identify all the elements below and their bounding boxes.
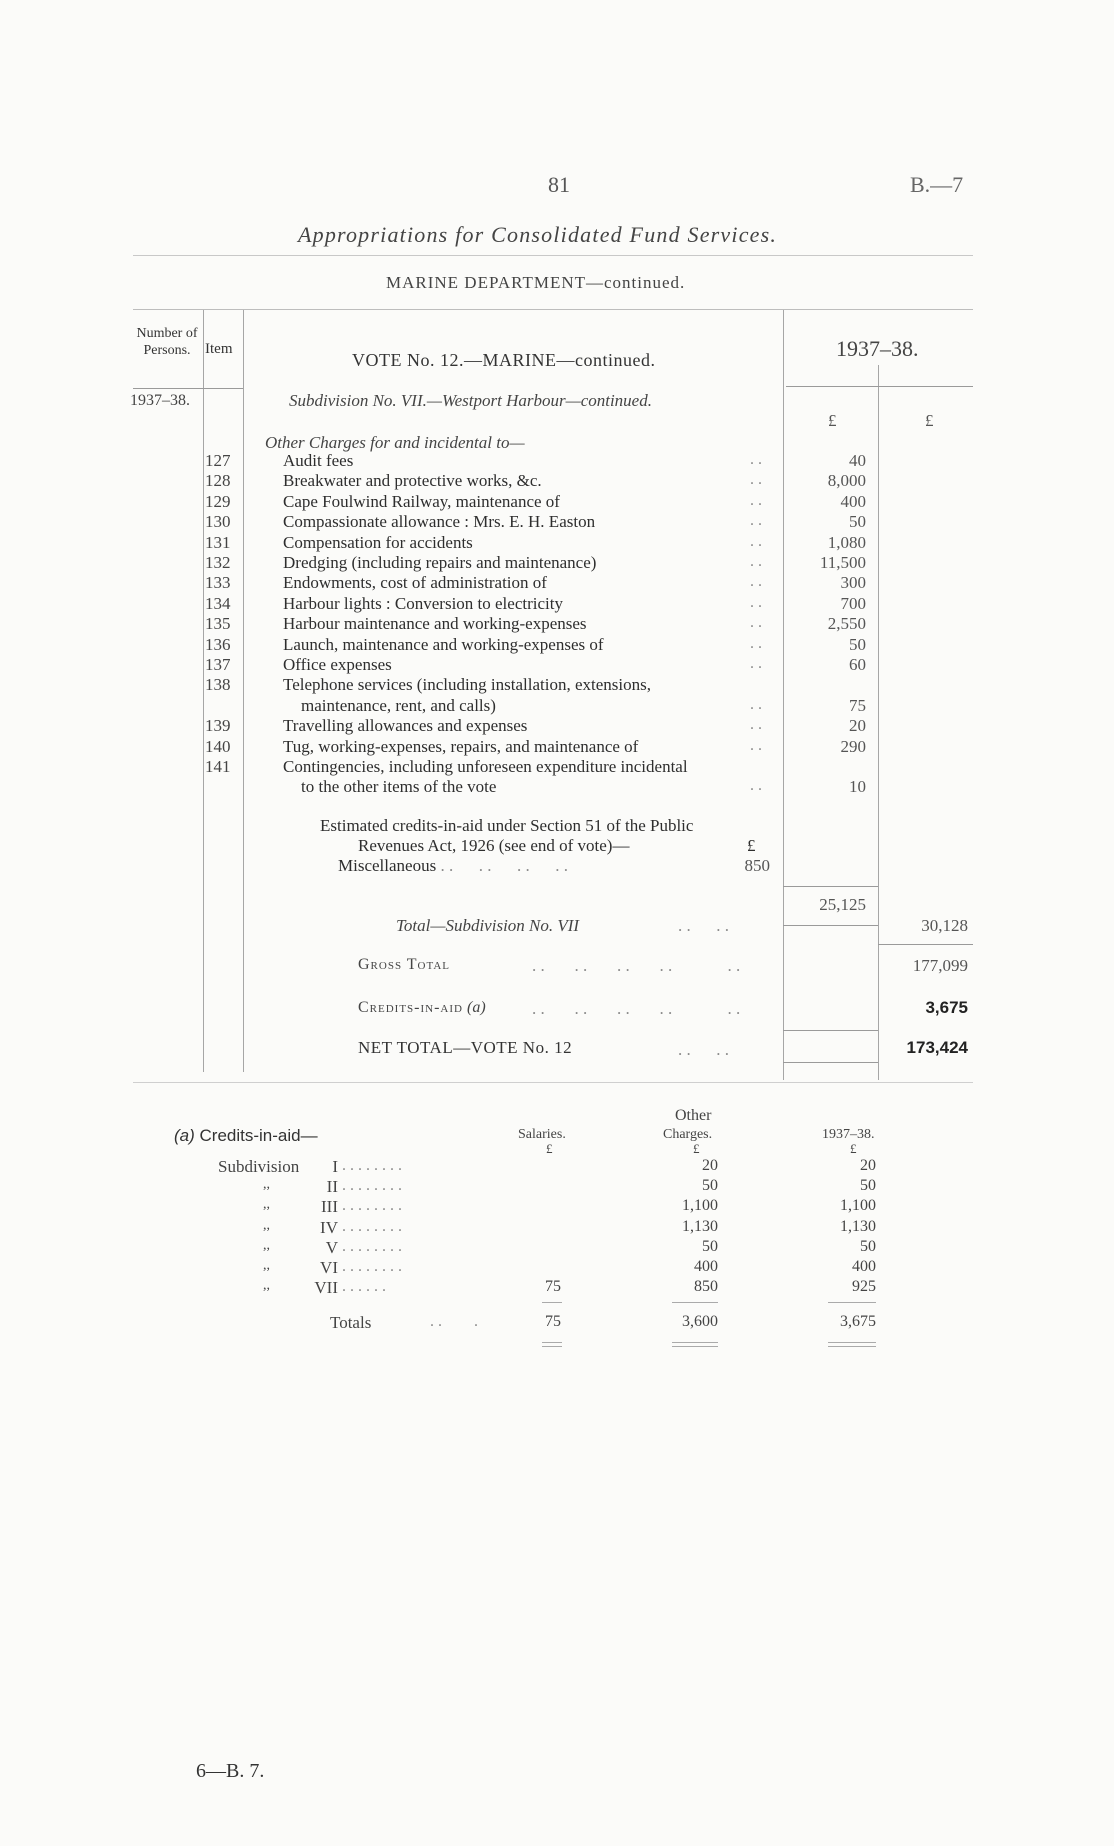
- footnote-totals-other: 3,600: [682, 1313, 718, 1330]
- footnote-row-label: ,,: [263, 1197, 270, 1213]
- item-amount: 11,500: [819, 553, 866, 572]
- credits-in-aid-amount: 3,675: [925, 998, 968, 1017]
- footnote-row-leader: . . . . . . . .: [342, 1217, 402, 1235]
- footnote-row-roman: I: [332, 1157, 338, 1176]
- item-number: 135: [205, 614, 231, 634]
- item-description: Contingencies, including unforeseen expenditure incidental: [283, 757, 688, 776]
- item-description: Launch, maintenance and working-expenses of: [283, 634, 604, 654]
- credits-in-aid-leader: . . . . . . . . . .: [532, 999, 741, 1018]
- other-charges-heading: Other Charges for and incidental to—: [265, 433, 525, 452]
- footnote-col-salaries: Salaries.: [518, 1127, 566, 1142]
- subdivision-heading: Subdivision No. VII.—Westport Harbour—continued.: [289, 391, 652, 410]
- footnote-row-total: 1,100: [840, 1197, 876, 1215]
- item-description-continued: to the other items of the vote: [301, 777, 497, 797]
- item-amount: 8,000: [827, 471, 866, 491]
- footnote-col-other-line1: Other: [675, 1107, 712, 1124]
- footnote-row-total: 925: [852, 1278, 876, 1296]
- item-description: Compassionate allowance : Mrs. E. H. Easton: [283, 512, 596, 532]
- footnote-row-label: ,,: [263, 1258, 270, 1273]
- item-number: 133: [205, 573, 231, 593]
- dot-leader: . .: [750, 553, 762, 570]
- net-total-rule-top: [783, 1030, 878, 1031]
- vote-heading: VOTE No. 12.—MARINE—continued.: [352, 350, 656, 370]
- item-description: Cape Foulwind Railway, maintenance of: [283, 491, 560, 511]
- item-number: 127: [205, 451, 231, 470]
- credits-in-aid-label: Credits-in-aid (a): [358, 999, 486, 1016]
- year-heading: 1937–38.: [836, 336, 919, 361]
- footnote-row-other: 850: [694, 1278, 718, 1296]
- dot-leader: . .: [750, 634, 762, 652]
- item-amount: 60: [849, 655, 866, 674]
- item-amount: 40: [849, 451, 866, 470]
- item-description: Harbour maintenance and working-expenses: [283, 614, 587, 634]
- item-amount: 75: [849, 695, 866, 715]
- dot-leader: . .: [750, 736, 762, 754]
- item-column-header: Item: [205, 341, 233, 357]
- item-number: 129: [205, 491, 231, 511]
- item-amount: 2,550: [827, 614, 866, 634]
- dot-leader: . .: [750, 573, 762, 591]
- footnote-row-total: 50: [860, 1177, 876, 1195]
- item-amount: 50: [849, 634, 866, 654]
- footnote-double-rule-other: [672, 1342, 718, 1347]
- footnote-row-leader: . . . . . . . .: [342, 1157, 402, 1174]
- credits-note-line2: Revenues Act, 1926 (see end of vote)—: [358, 836, 630, 855]
- pound-sign-total-column: £: [925, 411, 934, 430]
- column-divider-persons: [203, 310, 204, 1072]
- dot-leader: . .: [750, 593, 762, 611]
- footnote-double-rule-year: [828, 1342, 876, 1347]
- column-divider-item: [243, 310, 244, 1072]
- item-description: Office expenses: [283, 655, 392, 674]
- item-description: Endowments, cost of administration of: [283, 573, 547, 593]
- item-number: 139: [205, 716, 231, 736]
- gross-total-leader: . . . . . . . . . .: [532, 956, 741, 975]
- footnote-rule-other: [672, 1302, 718, 1303]
- year-header-rule: [786, 386, 973, 387]
- net-total-amount: 173,424: [906, 1038, 968, 1057]
- footnote-row-label: ,,: [263, 1177, 270, 1193]
- footnote-row-roman: IV: [320, 1217, 338, 1237]
- persons-header-rule: [133, 388, 243, 389]
- item-description-continued: maintenance, rent, and calls): [301, 695, 496, 715]
- footnote-row-label: ,,: [263, 1217, 270, 1233]
- item-amount: 400: [840, 491, 866, 511]
- footnote-row-roman: VII: [314, 1278, 338, 1298]
- dot-leader: . .: [750, 716, 762, 734]
- item-description: Breakwater and protective works, &c.: [283, 471, 542, 491]
- dot-leader: . .: [750, 695, 762, 713]
- item-amount: 700: [840, 593, 866, 613]
- item-description: Harbour lights : Conversion to electricity: [283, 593, 563, 613]
- item-amount: 1,080: [827, 532, 866, 552]
- item-number: 136: [205, 634, 231, 654]
- item-number: 131: [205, 532, 231, 552]
- item-amount: 20: [849, 716, 866, 736]
- item-number: 132: [205, 553, 231, 572]
- page-number: 81: [548, 172, 570, 197]
- footnote-row-salaries: 75: [545, 1278, 561, 1296]
- net-total-leader: . . . .: [678, 1040, 729, 1059]
- footnote-col-year: 1937–38.: [822, 1127, 875, 1142]
- footnote-pound-year: £: [850, 1141, 857, 1156]
- dot-leader: . .: [750, 471, 762, 489]
- net-total-rule-bottom: [783, 1062, 878, 1063]
- credits-note-line1: Estimated credits-in-aid under Section 51 of the Public: [320, 816, 694, 835]
- dot-leader: . .: [750, 512, 762, 530]
- net-total-label: NET TOTAL—VOTE No. 12: [358, 1038, 573, 1057]
- column-divider-total: [878, 365, 879, 1080]
- item-description: Travelling allowances and expenses: [283, 716, 528, 736]
- footnote-row-label: Subdivision: [218, 1157, 300, 1176]
- footnote-row-other: 1,100: [682, 1197, 718, 1215]
- footnote-row-total: 400: [852, 1258, 876, 1275]
- total-subdivision-label: Total—Subdivision No. VII: [396, 916, 580, 935]
- footnote-row-other: 50: [702, 1177, 718, 1195]
- footnote-row-leader: . . . . . . . .: [342, 1258, 402, 1275]
- credits-note-pound: £: [747, 836, 756, 855]
- total-subdivision-leader: . . . .: [678, 916, 729, 935]
- gross-total-label: Gross Total: [358, 956, 451, 973]
- item-number: 128: [205, 471, 231, 491]
- item-number: 137: [205, 655, 231, 674]
- footnote-rule-year: [828, 1302, 876, 1303]
- footnote-row-roman: V: [325, 1237, 338, 1257]
- column-divider-amount: [783, 310, 784, 1080]
- page-title: Appropriations for Consolidated Fund Services.: [298, 222, 778, 247]
- footnote-rule-salaries: [542, 1302, 562, 1303]
- dot-leader: . .: [750, 655, 762, 672]
- persons-column-header: Number of Persons.: [136, 326, 198, 358]
- subtotal-amount: 25,125: [819, 895, 866, 914]
- item-number: 140: [205, 736, 231, 756]
- document-reference: B.—7: [910, 172, 964, 197]
- item-number: 138: [205, 675, 231, 695]
- item-description: Compensation for accidents: [283, 532, 473, 552]
- item-amount: 290: [840, 736, 866, 756]
- subtotal-rule-bottom: [783, 925, 878, 926]
- footnote-row-leader: . . . . . . . .: [342, 1197, 402, 1215]
- footnote-pound-other: £: [693, 1141, 700, 1156]
- page-signature: 6—B. 7.: [196, 1760, 265, 1782]
- footnote-row-other: 400: [694, 1258, 718, 1275]
- footnote-row-other: 50: [702, 1237, 718, 1255]
- title-rule: [133, 255, 973, 256]
- dot-leader: . .: [750, 451, 762, 468]
- dot-leader: . .: [750, 491, 762, 509]
- credits-note-misc-amount: 850: [744, 856, 770, 875]
- footnote-heading: (a) Credits-in-aid—: [174, 1126, 318, 1145]
- dot-leader: . .: [750, 614, 762, 632]
- footnote-row-leader: . . . . . . . .: [342, 1177, 402, 1195]
- footnote-row-other: 1,130: [682, 1217, 718, 1235]
- gross-total-amount: 177,099: [912, 956, 968, 975]
- footnote-totals-label: Totals: [330, 1313, 372, 1332]
- dot-leader: . .: [750, 777, 762, 795]
- footnote-row-roman: II: [326, 1177, 338, 1197]
- persons-year: 1937–38.: [130, 392, 190, 409]
- footnote-row-roman: VI: [320, 1258, 338, 1277]
- item-number: 134: [205, 593, 231, 613]
- footnote-double-rule-salaries: [542, 1342, 562, 1347]
- footnote-row-total: 20: [860, 1157, 876, 1174]
- dot-leader: . .: [750, 532, 762, 550]
- footnote-totals-leader: . . .: [430, 1313, 478, 1330]
- total-subdivision-rule: [878, 944, 973, 945]
- table-top-rule: [133, 309, 973, 310]
- footnote-totals-salaries: 75: [545, 1313, 561, 1330]
- footnote-row-label: ,,: [263, 1278, 270, 1294]
- item-number: 130: [205, 512, 231, 532]
- total-subdivision-amount: 30,128: [921, 916, 968, 935]
- credits-note-misc-label: Miscellaneous . . . . . . . .: [338, 856, 568, 875]
- item-amount: 50: [849, 512, 866, 532]
- item-description: Tug, working-expenses, repairs, and maintenance of: [283, 736, 639, 756]
- footnote-pound-salaries: £: [546, 1141, 553, 1156]
- footnote-row-total: 1,130: [840, 1217, 876, 1235]
- subtotal-rule-top: [783, 886, 878, 887]
- footnote-row-roman: III: [321, 1197, 338, 1217]
- footnote-row-leader: . . . . . . . .: [342, 1237, 402, 1255]
- footnote-col-other-line2: Charges.: [663, 1127, 713, 1142]
- pound-sign-amount-column: £: [828, 411, 837, 430]
- item-description: Telephone services (including installation, extensions,: [283, 675, 651, 695]
- footnote-row-total: 50: [860, 1237, 876, 1255]
- item-description: Audit fees: [283, 451, 354, 470]
- table-bottom-rule: [133, 1082, 973, 1083]
- footnote-row-label: ,,: [263, 1237, 270, 1253]
- department-heading: MARINE DEPARTMENT—continued.: [386, 273, 686, 292]
- item-amount: 300: [840, 573, 866, 593]
- item-amount: 10: [849, 777, 866, 797]
- item-description: Dredging (including repairs and maintenance): [283, 553, 597, 572]
- footnote-row-other: 20: [702, 1157, 718, 1174]
- item-number: 141: [205, 757, 231, 776]
- footnote-row-leader: . . . . . .: [342, 1278, 386, 1296]
- footnote-totals-year: 3,675: [840, 1313, 876, 1330]
